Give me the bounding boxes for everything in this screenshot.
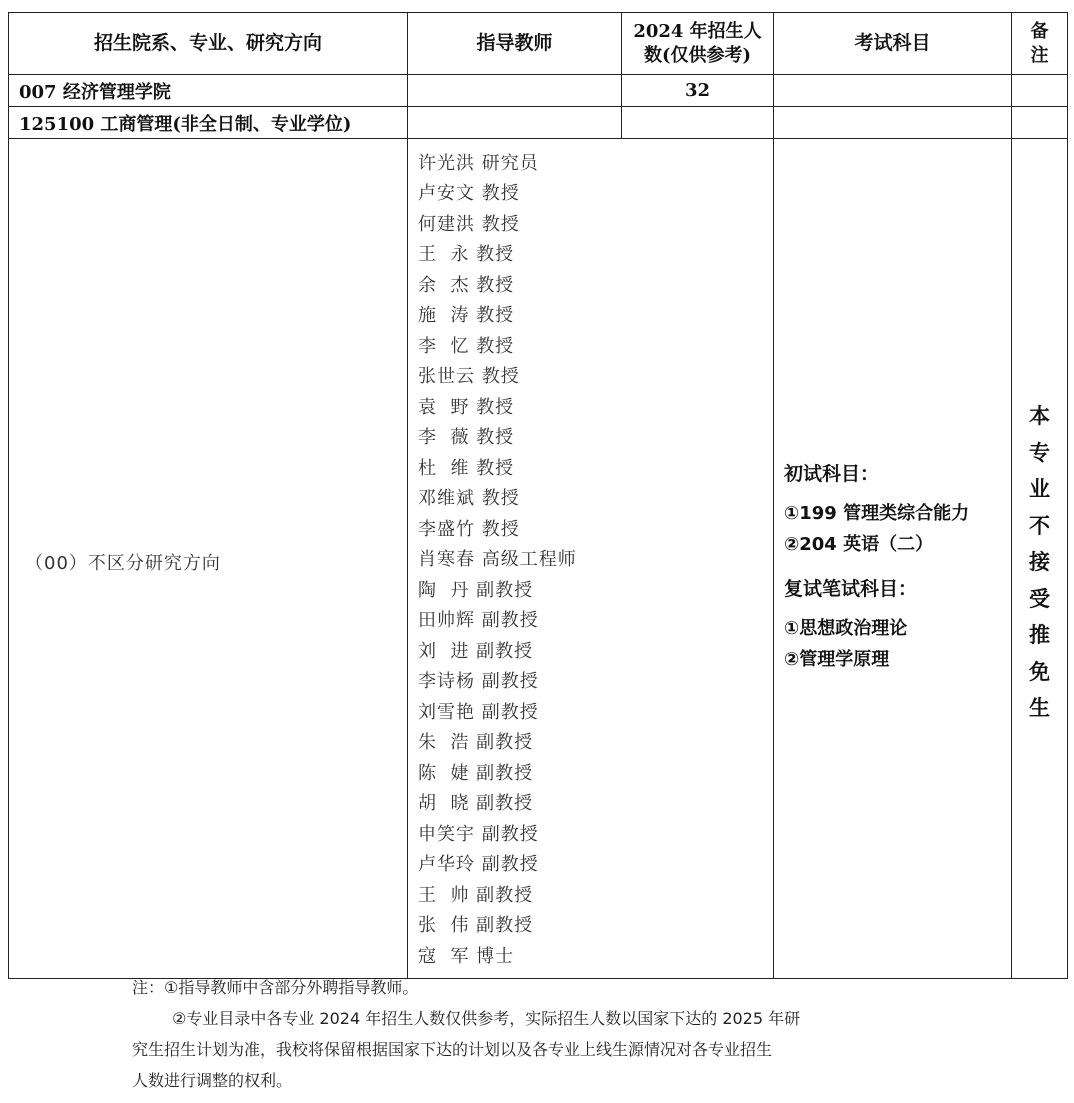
remark-char: 受 — [1029, 586, 1050, 611]
advisor-entry: 王 永 教授 — [418, 244, 515, 266]
header-quota-line2: 数(仅供参考) — [643, 44, 752, 66]
direction-row — [9, 139, 1068, 979]
department-name: 007 经济管理学院 — [9, 75, 408, 107]
department-row — [9, 75, 1068, 107]
header-exam: 考试科目 — [774, 13, 1012, 75]
advisor-entry: 李 忆 教授 — [418, 335, 515, 357]
research-direction: （00）不区分研究方向 — [9, 139, 408, 979]
exam-subjects — [774, 139, 1012, 979]
major-remark-cell — [1012, 107, 1068, 139]
advisor-entry: 张世云 教授 — [418, 366, 520, 388]
initial-exam-title: 初试科目： — [784, 462, 880, 485]
header-quota — [622, 13, 774, 75]
header-quota-line1: 2024 年招生人 — [633, 20, 762, 42]
advisor-entry: 李诗杨 副教授 — [418, 671, 539, 693]
header-remark-line1: 备 — [1030, 20, 1049, 42]
advisor-entry: 肖寒春 高级工程师 — [418, 549, 577, 571]
remark-char: 免 — [1029, 659, 1050, 684]
advisor-entry: 申笑宇 副教授 — [418, 823, 539, 845]
department-quota: 32 — [622, 75, 774, 107]
major-name: 125100 工商管理(非全日制、专业学位) — [9, 107, 408, 139]
advisor-entry: 陶 丹 副教授 — [418, 579, 534, 601]
major-exam-cell — [774, 107, 1012, 139]
remark-char: 业 — [1029, 477, 1050, 502]
advisor-entry: 陈 婕 副教授 — [418, 762, 534, 784]
advisor-entry: 许光洪 研究员 — [418, 152, 539, 174]
header-row — [9, 13, 1068, 75]
remark-char: 接 — [1029, 550, 1050, 575]
admission-catalog-table — [8, 12, 1068, 979]
initial-exam-subject-1: ①199 管理类综合能力 — [784, 502, 970, 524]
advisor-entry: 邓维斌 教授 — [418, 488, 520, 510]
major-row — [9, 107, 1068, 139]
advisor-entry: 胡 晓 副教授 — [418, 793, 534, 815]
advisor-entry: 袁 野 教授 — [418, 396, 515, 418]
header-department: 招生院系、专业、研究方向 — [9, 13, 408, 75]
major-advisor-cell — [408, 107, 622, 139]
advisor-entry: 朱 浩 副教授 — [418, 732, 534, 754]
footnotes — [132, 972, 962, 1096]
advisor-entry: 刘雪艳 副教授 — [418, 701, 539, 723]
remark-char: 不 — [1029, 513, 1050, 538]
remark-text — [1012, 398, 1067, 727]
advisor-entry: 王 帅 副教授 — [418, 884, 534, 906]
header-advisor: 指导教师 — [408, 13, 622, 75]
remark-char: 本 — [1029, 404, 1050, 429]
department-exam-cell — [774, 75, 1012, 107]
advisor-entry: 施 涛 教授 — [418, 305, 515, 327]
retest-exam-subject-2: ②管理学原理 — [784, 648, 890, 670]
advisor-entry: 李盛竹 教授 — [418, 518, 520, 540]
remark-char: 专 — [1029, 440, 1050, 465]
advisor-list — [408, 139, 774, 979]
retest-exam-subject-1: ①思想政治理论 — [784, 617, 908, 639]
header-remark — [1012, 13, 1068, 75]
remark-char: 生 — [1029, 696, 1050, 721]
footnote-2: ②专业目录中各专业 2024 年招生人数仅供参考，实际招生人数以国家下达的 2025 年研 — [172, 1009, 801, 1028]
footnote-2-cont-1: 究生招生计划为准，我校将保留根据国家下达的计划以及各专业上线生源情况对各专业招生 — [132, 1040, 773, 1059]
department-remark-cell — [1012, 75, 1068, 107]
advisor-entry: 卢华玲 副教授 — [418, 854, 539, 876]
footnote-2-cont-2: 人数进行调整的权利。 — [132, 1071, 293, 1090]
advisor-entry: 李 薇 教授 — [418, 427, 515, 449]
advisor-entry: 余 杰 教授 — [418, 274, 515, 296]
advisor-entry: 卢安文 教授 — [418, 183, 520, 205]
advisor-entry: 杜 维 教授 — [418, 457, 515, 479]
remark-cell — [1012, 139, 1068, 979]
advisor-list-items — [418, 149, 773, 973]
advisor-entry: 田帅辉 副教授 — [418, 610, 539, 632]
major-quota-cell — [622, 107, 774, 139]
header-remark-line2: 注 — [1030, 44, 1049, 66]
retest-exam-title: 复试笔试科目： — [784, 577, 918, 600]
footnote-1: 注：①指导教师中含部分外聘指导教师。 — [132, 978, 419, 997]
department-advisor-cell — [408, 75, 622, 107]
remark-char: 推 — [1029, 623, 1050, 648]
advisor-entry: 刘 进 副教授 — [418, 640, 534, 662]
advisor-entry: 张 伟 副教授 — [418, 915, 534, 937]
advisor-entry: 寇 军 博士 — [418, 945, 515, 967]
advisor-entry: 何建洪 教授 — [418, 213, 520, 235]
initial-exam-subject-2: ②204 英语（二） — [784, 533, 934, 555]
